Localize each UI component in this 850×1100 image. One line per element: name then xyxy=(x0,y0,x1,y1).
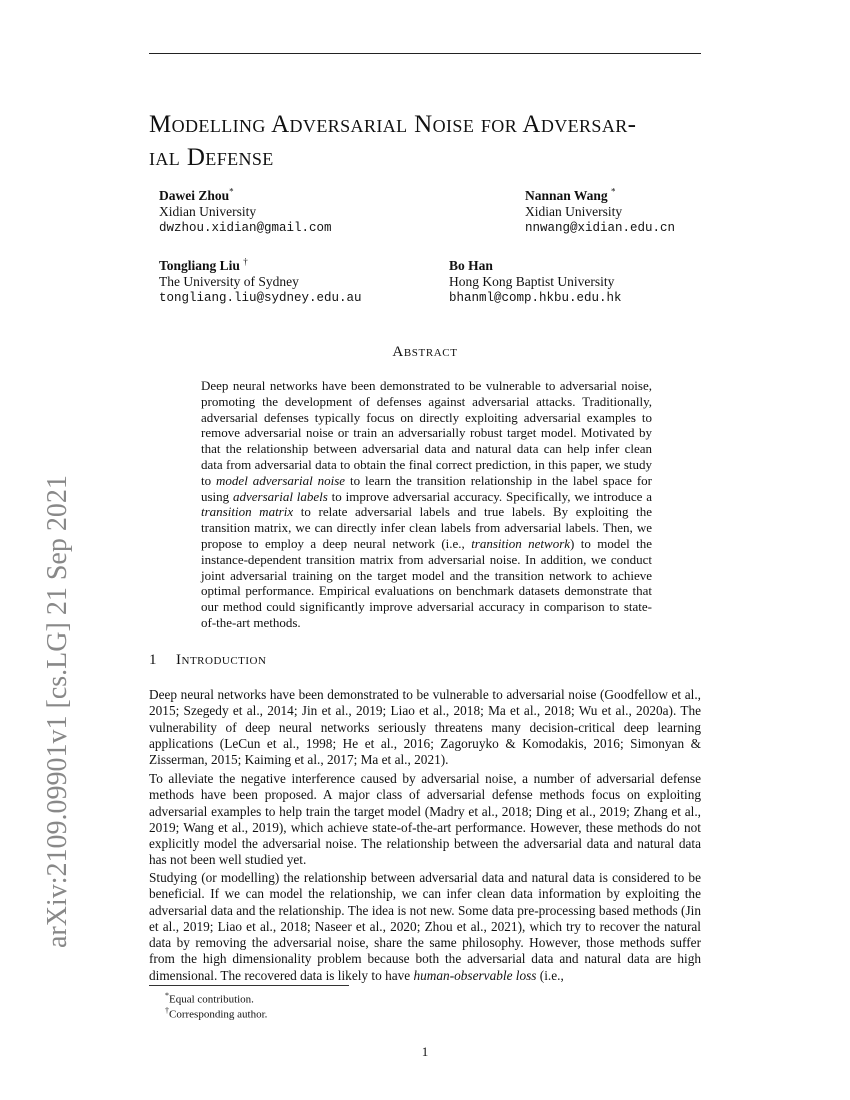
abstract-text: ) to model the instance-dependent transition matrix from adversarial noise. In addition, we conduct joint adversarial training on the target model and the transition network to achieve optimal performance. Empirical evaluations on benchmark datasets demonstrate that our method could significantly improve adversarial accuracy in comparison to state-of-the-art methods. xyxy=(201,535,652,630)
page-number: 1 xyxy=(421,1044,429,1059)
author-email[interactable]: dwzhou.xidian@gmail.com xyxy=(159,221,332,235)
intro-paragraph-3 xyxy=(149,870,701,984)
author-affiliation: The University of Sydney xyxy=(159,274,299,289)
author-affiliation: Xidian University xyxy=(159,204,257,219)
paragraph-text: (i.e., xyxy=(536,967,564,983)
author-name: Dawei Zhou xyxy=(159,188,230,203)
author-email[interactable]: nnwang@xidian.edu.cn xyxy=(525,221,676,235)
abstract-body xyxy=(201,378,652,631)
author-name: Tongliang Liu xyxy=(159,258,240,273)
abstract-text: to learn the transition relationship in the label space for using xyxy=(201,472,652,504)
author-affiliation: Xidian University xyxy=(525,204,623,219)
footnote-text: Corresponding author. xyxy=(169,1008,268,1021)
author-name: Bo Han xyxy=(449,258,493,273)
author-block-4 xyxy=(449,258,622,306)
author-block-1 xyxy=(159,188,332,236)
author-block-2 xyxy=(525,188,675,236)
section-title: Introduction xyxy=(176,652,267,668)
footnote-2 xyxy=(165,1004,267,1022)
author-name: Nannan Wang xyxy=(525,188,608,203)
author-mark: * xyxy=(229,186,234,197)
title-line-1: Modelling Adversarial Noise for Adversar- xyxy=(149,111,637,138)
intro-paragraph-1: Deep neural networks have been demonstrated to be vulnerable to adversarial noise (Goodfellow et al., 2015; Szegedy et al., 2014; Jin et al., 2019; Liao et al., 2018; Ma et al., 2018; Wu et al., 2020a). The vulnerability of deep neural networks seriously threatens many decision-critical deep learning applications (LeCun et al., 1998; He et al., 2016; Zagoruyko & Komodakis, 2016; Simonyan & Zisserman, 2015; Kaiming et al., 2017; Ma et al., 2021). xyxy=(149,687,701,768)
footnote-rule xyxy=(149,985,349,986)
abstract-heading: Abstract xyxy=(392,344,458,360)
author-email[interactable]: tongliang.liu@sydney.edu.au xyxy=(159,291,362,305)
arxiv-stamp[interactable]: arXiv:2109.09901v1 [cs.LG] 21 Sep 2021 xyxy=(42,475,73,948)
author-affiliation: Hong Kong Baptist University xyxy=(449,274,615,289)
header-rule xyxy=(149,53,701,54)
abstract-text: Deep neural networks have been demonstrated to be vulnerable to adversarial noise, promoting the development of defenses against adversarial attacks. Traditionally, adversarial defenses typically focus on directly exploiting adversarial examples to remove adversarial noise or train an adversarially robust target model. Motivated by that the relationship between adversarial data and natural data can help infer clean data from adversarial data to obtain the final correct prediction, in this paper, we study to xyxy=(201,378,652,488)
abstract-text: to improve adversarial accuracy. Specifically, we introduce a xyxy=(327,488,652,504)
author-mark: † xyxy=(243,256,248,267)
paragraph-emphasis: human-observable loss xyxy=(413,967,537,983)
title-line-2: ial Defense xyxy=(149,144,274,171)
section-number: 1 xyxy=(149,652,157,668)
abstract-emphasis: adversarial labels xyxy=(233,488,328,504)
paragraph-text: Studying (or modelling) the relationship between adversarial data and natural data is considered to be beneficial. If we can model the relationship, we can infer clean data information by exploiting the adversarial data and the relationship. The idea is not new. Some data pre-processing based methods (Jin et al., 2019; Liao et al., 2018; Naseer et al., 2020; Zhou et al., 2021), which try to recover the natural data by removing the adversarial noise, share the same philosophy. However, those methods suffer from the high dimensionality problem because both the adversarial data and natural data are high dimensional. The recovered data is likely to have xyxy=(149,870,701,983)
abstract-emphasis: transition matrix xyxy=(201,504,294,520)
abstract-emphasis: model adversarial noise xyxy=(216,472,346,488)
footnote-text: Equal contribution. xyxy=(169,993,254,1006)
footnote-mark: * xyxy=(165,991,169,1000)
abstract-emphasis: transition network xyxy=(471,535,571,551)
paper-title xyxy=(149,108,709,174)
author-email[interactable]: bhanml@comp.hkbu.edu.hk xyxy=(449,291,622,305)
abstract-text: to relate adversarial labels and true labels. By exploiting the transition matrix, we can directly infer clean labels from adversarial labels. Then, we propose to employ a deep neural network (i.e., xyxy=(201,504,652,551)
section-heading xyxy=(149,652,266,669)
author-block-3 xyxy=(159,258,362,306)
author-mark: * xyxy=(611,186,616,197)
intro-paragraph-2: To alleviate the negative interference caused by adversarial noise, a number of adversarial defense methods have been proposed. A major class of adversarial defense methods focus on exploiting adversarial examples to help train the target model (Madry et al., 2018; Ding et al., 2019; Zhang et al., 2019; Wang et al., 2019), which achieve state-of-the-art performance. However, these methods do not explicitly model the adversarial noise. The relationship between the adversarial data and natural data has not been well studied yet. xyxy=(149,771,701,868)
footnote-mark: † xyxy=(165,1006,169,1015)
